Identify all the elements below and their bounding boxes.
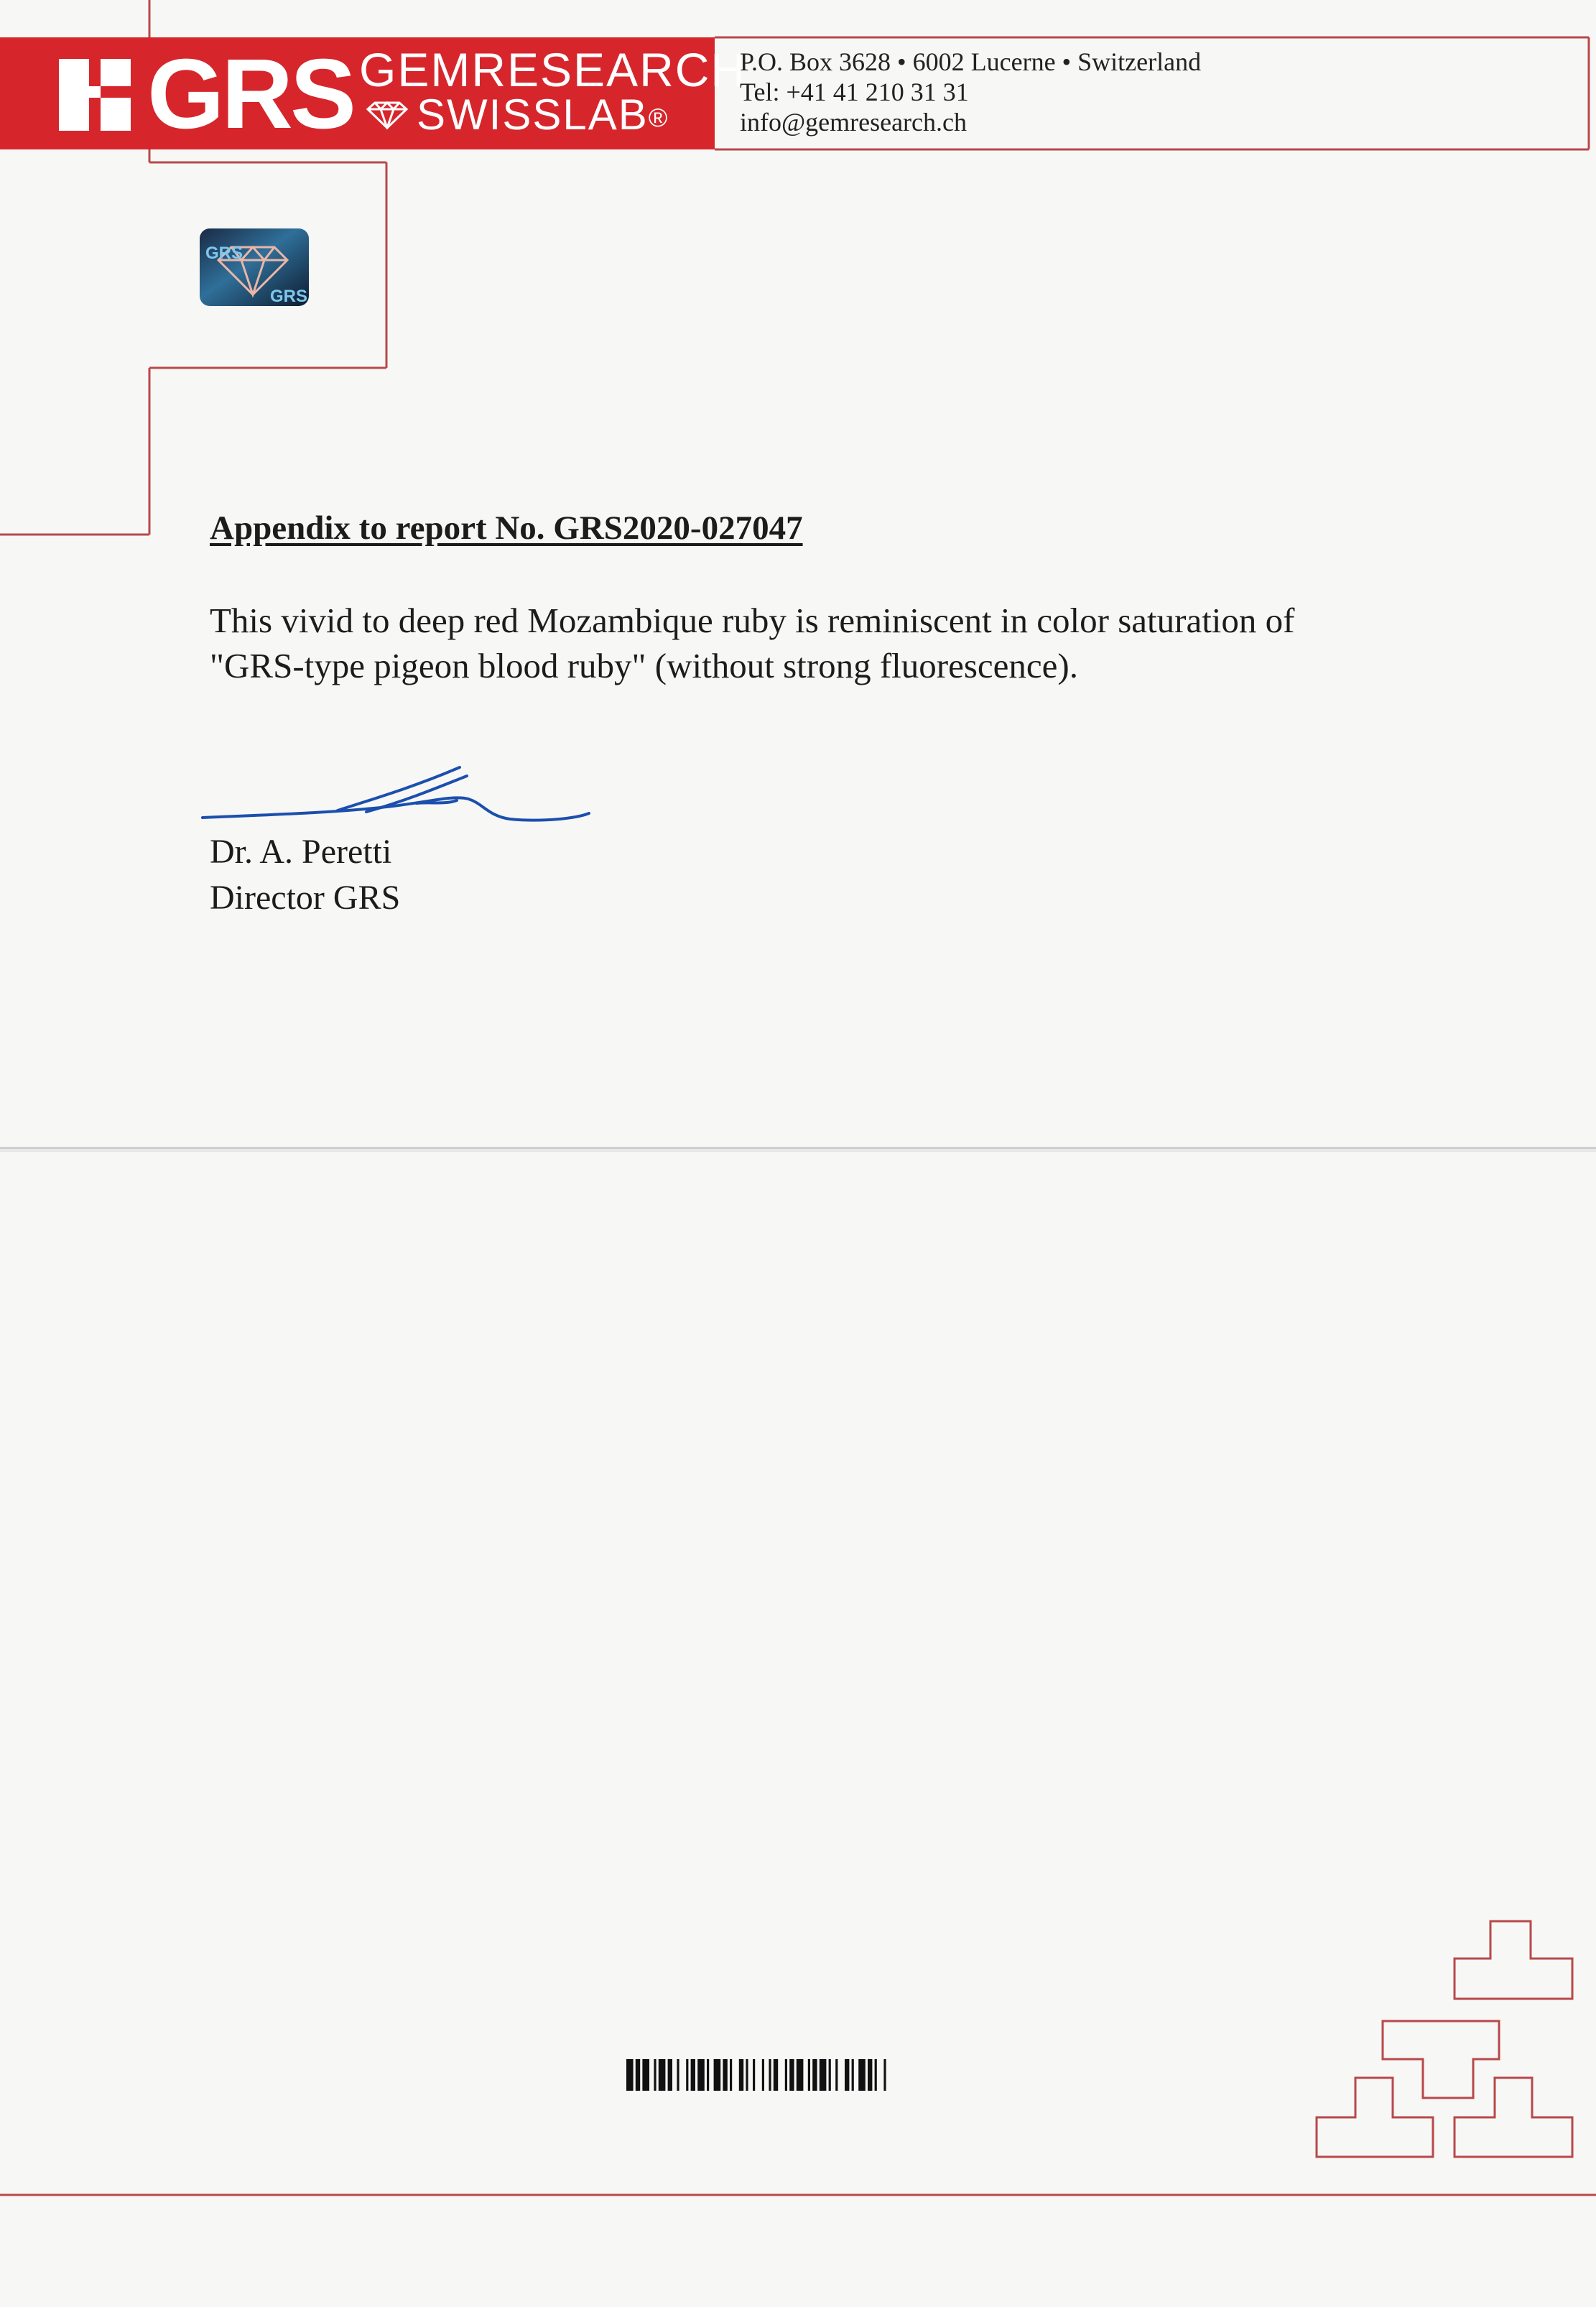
barcode-bar	[769, 2059, 771, 2091]
barcode-bar	[852, 2059, 854, 2091]
address-line: P.O. Box 3628 • 6002 Lucerne • Switzerland	[740, 47, 1202, 76]
swiss-cross-icon	[59, 59, 131, 134]
barcode-bar	[659, 2059, 666, 2091]
barcode-bar	[746, 2059, 748, 2091]
email-line: info@gemresearch.ch	[740, 108, 968, 137]
registered-mark: ®	[648, 103, 669, 133]
phone-line: Tel: +41 41 210 31 31	[740, 78, 969, 106]
barcode-bar	[829, 2059, 831, 2091]
barcode-bar	[875, 2059, 877, 2091]
barcode-bar	[858, 2059, 866, 2091]
barcode-bar	[686, 2059, 688, 2091]
barcode-bar	[739, 2059, 743, 2091]
barcode-bar	[723, 2059, 727, 2091]
appendix-title: Appendix to report No. GRS2020-027047	[210, 509, 803, 547]
svg-text:GRS: GRS	[270, 287, 308, 306]
barcode-bar	[691, 2059, 695, 2091]
barcode-bar	[820, 2059, 827, 2091]
corner-pattern-icon	[1317, 1921, 1572, 2157]
logo-name-line2: SWISSLAB®	[417, 91, 669, 139]
appendix-body-line: This vivid to deep red Mozambique ruby is reminiscent in color saturation of	[210, 601, 1295, 640]
barcode-bar	[753, 2059, 755, 2091]
signature-image	[201, 762, 603, 837]
appendix-body	[210, 598, 1474, 688]
barcode-bar	[808, 2059, 810, 2091]
signatory-name: Dr. A. Peretti	[210, 833, 392, 871]
barcode-bar	[762, 2059, 764, 2091]
barcode-bar	[785, 2059, 787, 2091]
barcode-bar	[654, 2059, 656, 2091]
barcode-bar	[812, 2059, 817, 2091]
barcode-bar	[697, 2059, 705, 2091]
barcode-bar	[883, 2059, 886, 2091]
barcode-bar	[707, 2059, 709, 2091]
barcode-bar	[626, 2059, 634, 2091]
barcode-bar	[845, 2059, 849, 2091]
barcode-bar	[642, 2059, 649, 2091]
barcode-bar	[774, 2059, 778, 2091]
barcode-bar	[714, 2059, 721, 2091]
gem-icon	[365, 101, 409, 133]
logo-name-line1: GEMRESEARCH	[359, 43, 747, 96]
hologram-seal-icon	[198, 227, 310, 311]
barcode-bar	[868, 2059, 872, 2091]
logo-brand: GRS	[147, 39, 354, 149]
svg-text:GRS: GRS	[205, 244, 243, 263]
barcode-bar	[677, 2059, 679, 2091]
appendix-body-line: "GRS-type pigeon blood ruby" (without strong fluorescence).	[210, 646, 1078, 685]
signatory-title: Director GRS	[210, 879, 401, 917]
barcode-bar	[797, 2059, 804, 2091]
barcode-bar	[636, 2059, 640, 2091]
barcode-bar	[789, 2059, 794, 2091]
barcode-bar	[835, 2059, 838, 2091]
barcode-bar	[730, 2059, 732, 2091]
barcode-bar	[668, 2059, 672, 2091]
barcode-icon	[626, 2059, 964, 2094]
